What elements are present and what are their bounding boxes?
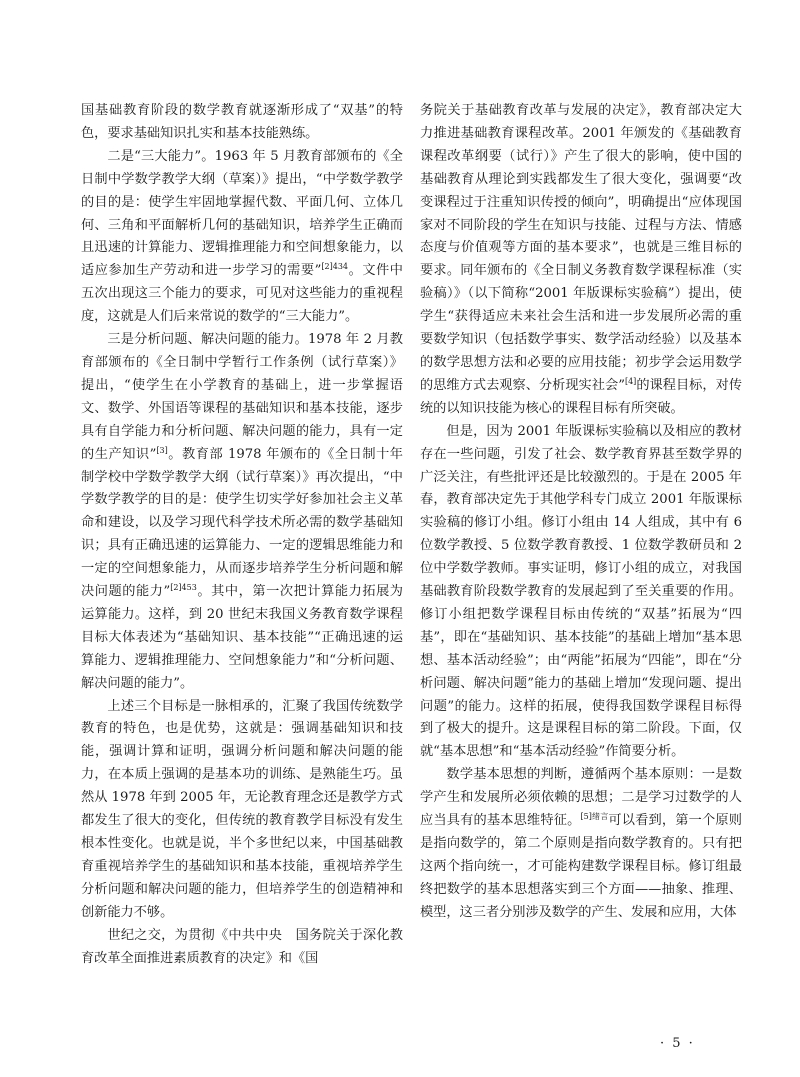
page-number: · 5 · bbox=[660, 1036, 695, 1051]
paragraph-problem-solving bbox=[81, 329, 403, 696]
paragraph-curriculum-reform bbox=[420, 100, 742, 421]
paragraph-text: 。教育部 1978 年颁布的《全日制十年制学校中学数学教学大纲（试行草案）》再次提出，“中学数学教学的目的是：使学生切实学好参加社会主义革命和建设，以及学习现代科学技术所必需的数学基础知识；具有正确迅速的运算能力、一定的逻辑思维能力和一定的空间想象能力，从而逐步培养学生分析问题和解决问题的能力” bbox=[81, 446, 403, 600]
paragraph-text: 可以看到，第一个原则是指向数学的，第二个原则是指向数学教育的。只有把这两个指向统一，才可能构建数学课程目标。修订组最终把数学的基本思想落实到三个方面——抽象、推理、模型，这三者分别涉及数学的产生、发展和应用，大体 bbox=[420, 813, 742, 920]
paragraph-three-goals: 上述三个目标是一脉相承的，汇聚了我国传统数学教育的特色，也是优势，这就是：强调基础知识和技能，强调计算和证明，强调分析问题和解决问题的能力，在本质上强调的是基本功的训练、是熟能生巧。虽然从 1978 年到 2005 年，无论教育理念还是教学方式都发生了很大的变化，但传统的教育教学目标没有发生根本性变化。也就是说，半个多世纪以来，中国基础教育重视培养学生的基础知识和基本技能，重视培养学生分析问题和解决问题的能力，但培养学生的创造精神和创新能力不够。 bbox=[81, 698, 403, 920]
paragraph-turn-of-century: 世纪之交，为贯彻《中共中央 国务院关于深化教育改革全面推进素质教育的决定》和《国 bbox=[81, 927, 403, 966]
citation-4: [4] bbox=[624, 376, 637, 386]
paragraph-three-abilities bbox=[81, 146, 403, 329]
citation-5-preface: [5]绪言 bbox=[580, 812, 609, 822]
paragraph-text: 二是“三大能力”。1963 年 5 月教育部颁布的《全日制中学数学教学大纲（草案）》提出，“中学数学教学的目的是：使学生牢固地掌握代数、平面几何、立体几何、三角和平面解析几何的基础知识，培养学生正确而且迅速的计算能力、逻辑推理能力和空间想象能力，以适应参加生产劳动和进一步学习的需要” bbox=[81, 148, 403, 279]
paragraph-text: 。文件中五次出现这三个能力的要求，可见对这些能力的重视程度，这就是人们后来常说的数学的“三大能力”。 bbox=[81, 263, 403, 325]
paragraph-text: 务院关于基础教育改革与发展的决定》，教育部决定大力推进基础教育课程改革。2001 年颁发的《基础教育课程改革纲要（试行）》产生了很大的影响，使中国的基础教育从理论到实践都发生了很大变化，强调要“改变课程过于注重知识传授的倾向”，明确提出“应体现国家对不同阶段的学生在知识与技能、过程与方法、情感态度与价值观等方面的基本要求”，也就是三维目标的要求。同年颁布的《全日制义务教育数学课程标准（实验稿）》（以下简称“2001 年版课标实验稿”）提出，使学生“获得适应未来社会生活和进一步发展所必需的重要数学知识（包括数学事实、数学活动经验）以及基本的数学思想方法和必要的应用技能；初步学会运用数学的思维方式去观察、分析现实社会” bbox=[420, 103, 742, 393]
paragraph-text: 。其中，第一次把计算能力拓展为运算能力。这样，到 20 世纪末我国义务教育数学课程目标大体表述为“基础知识、基本技能”“正确迅速的运算能力、逻辑推理能力、空间想象能力”和“分析问题、解决问题的能力”。 bbox=[81, 584, 403, 691]
right-column bbox=[420, 100, 742, 925]
citation-2-453: [2]453 bbox=[170, 583, 197, 593]
citation-2-434: [2]434 bbox=[321, 262, 349, 272]
paragraph-revision-group: 但是，因为 2001 年版课标实验稿以及相应的教材存在一些问题，引发了社会、数学教育界甚至数学界的广泛关注，有些批评还是比较激烈的。于是在 2005 年春，教育部决定先于其他学科专门成立 2001 年版课标实验稿的修订小组。修订小组由 14 人组成，其中有 6 位数学教授、5 位数学教育教授、1 位数学教研员和 2 位中学数学教师。事实证明，修订小组的成立，对我国基础教育阶段数学教育的发展起到了至关重要的作用。修订小组把数学课程目标由传统的“双基”拓展为“四基”，即在“基础知识、基本技能”的基础上增加“基本思想、基本活动经验”；由“两能”拓展为“四能”，即在“分析问题、解决问题”能力的基础上增加“发现问题、提出问题”的能力。这样的拓展，使得我国数学课程目标得到了极大的提升。这是课程目标的第二阶段。下面，仅就“基本思想”和“基本活动经验”作简要分析。 bbox=[420, 423, 742, 760]
paragraph-continued: 国基础教育阶段的数学教育就逐渐形成了“双基”的特色，要求基础知识扎实和基本技能熟练。 bbox=[81, 103, 403, 141]
left-column bbox=[81, 100, 403, 970]
citation-3: [3] bbox=[156, 445, 168, 455]
paragraph-basic-ideas bbox=[420, 764, 742, 924]
paragraph-text: 三是分析问题、解决问题的能力。1978 年 2 月教育部颁布的《全日制中学暂行工作条例（试行草案）》提出，“使学生在小学教育的基础上，进一步掌握语文、数学、外国语等课程的基础知识和基本技能，逐步具有自学能力和分析问题、解决问题的能力，具有一定的生产知识” bbox=[81, 332, 403, 462]
paragraph-text: 的课程目标，对传统的以知识技能为核心的课程目标有所突破。 bbox=[420, 377, 743, 416]
paragraph-text: 数学基本思想的判断，遵循两个基本原则：一是数学产生和发展所必须依赖的思想；二是学习过数学的人应当具有的基本思维特征。 bbox=[420, 767, 742, 829]
